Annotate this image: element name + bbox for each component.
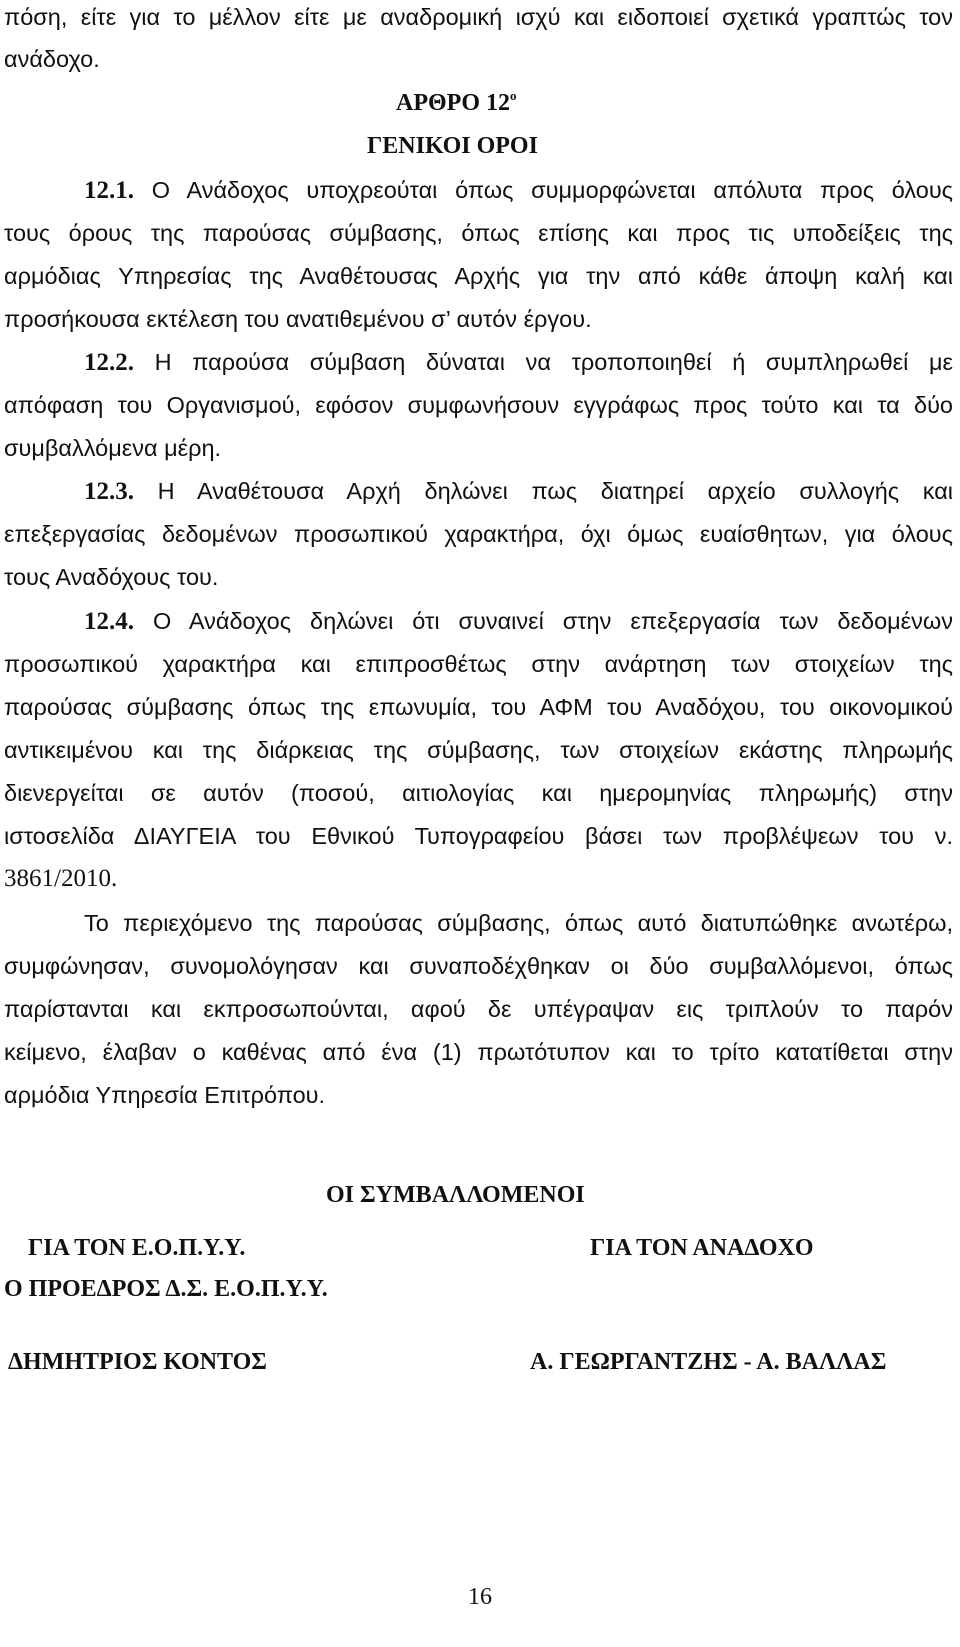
closing-line: Το περιεχόμενο της παρούσας σύμβασης, όπως αυτό διατυπώθηκε ανωτέρω,: [84, 910, 953, 936]
clause-12-4-line: προσωπικού χαρακτήρα και επιπροσθέτως στην ανάρτηση των στοιχείων της: [4, 651, 953, 677]
clause-12-2-line: [84, 347, 953, 378]
left-party-org: ΓΙΑ ΤΟΝ Ε.Ο.Π.Υ.Υ.: [28, 1235, 246, 1261]
right-party-org: ΓΙΑ ΤΟΝ ΑΝΑΔΟΧΟ: [590, 1235, 814, 1261]
clause-number: 12.3.: [84, 478, 134, 505]
clause-12-4-line: ιστοσελίδα ΔΙΑΥΓΕΙΑ του Εθνικού Τυπογραφείου βάσει των προβλέψεων του ν.: [4, 823, 953, 849]
clause-12-3-line: τους Αναδόχους του.: [4, 564, 219, 590]
clause-12-2-line: συμβαλλόμενα μέρη.: [4, 435, 222, 461]
intro-line: πόση, είτε για το μέλλον είτε με αναδρομική ισχύ και ειδοποιεί σχετικά γραπτώς τον: [4, 4, 953, 30]
clause-12-1-line: προσήκουσα εκτέλεση του ανατιθεμένου σ’ αυτόν έργου.: [4, 306, 592, 332]
signatures-heading: ΟΙ ΣΥΜΒΑΛΛΟΜΕΝΟΙ: [326, 1182, 585, 1208]
article-subheading: ΓΕΝΙΚΟΙ ΟΡΟΙ: [367, 133, 538, 159]
clause-12-4-line: παρούσας σύμβασης όπως της επωνυμία, του ΑΦΜ του Αναδόχου, του οικονομικού: [4, 694, 953, 720]
closing-line: συμφώνησαν, συνομολόγησαν και συναποδέχθηκαν οι δύο συμβαλλόμενοι, όπως: [4, 953, 953, 979]
clause-text: Η Αναθέτουσα Αρχή δηλώνει πως διατηρεί αρχείο συλλογής και: [157, 478, 954, 504]
clause-12-3-line: επεξεργασίας δεδομένων προσωπικού χαρακτήρα, όχι όμως ευαίσθητων, για όλους: [4, 521, 953, 547]
clause-12-4-line: 3861/2010.: [4, 865, 118, 892]
clause-text: Ο Ανάδοχος δηλώνει ότι συναινεί στην επεξεργασία των δεδομένων: [152, 608, 953, 634]
clause-12-4-line: διενεργείται σε αυτόν (ποσού, αιτιολογίας και ημερομηνίας πληρωμής) στην: [4, 780, 953, 806]
closing-line: αρμόδια Υπηρεσία Επιτρόπου.: [4, 1082, 326, 1108]
clause-number: 12.4.: [84, 608, 134, 635]
clause-12-3-line: [84, 476, 953, 507]
clause-12-4-line: [84, 606, 953, 637]
page-number: 16: [468, 1584, 492, 1610]
article-heading-ordinal: ο: [510, 88, 517, 103]
article-heading: [396, 88, 517, 118]
closing-line: κείμενο, έλαβαν ο καθένας από ένα (1) πρωτότυπον και το τρίτο κατατίθεται στην: [4, 1039, 953, 1065]
clause-12-1-line: τους όρους της παρούσας σύμβασης, όπως επίσης και προς τις υποδείξεις της: [4, 220, 953, 246]
left-party-role: Ο ΠΡΟΕΔΡΟΣ Δ.Σ. Ε.Ο.Π.Υ.Υ.: [4, 1276, 328, 1302]
right-party-name: Α. ΓΕΩΡΓΑΝΤΖΗΣ - Α. ΒΑΛΛΑΣ: [530, 1349, 887, 1375]
clause-number: 12.1.: [84, 177, 134, 204]
clause-12-1-line: αρμόδιας Υπηρεσίας της Αναθέτουσας Αρχής για την από κάθε άποψη καλή και: [4, 263, 953, 289]
intro-line: ανάδοχο.: [4, 46, 100, 72]
clause-number: 12.2.: [84, 349, 134, 376]
left-party-name: ΔΗΜΗΤΡΙΟΣ ΚΟΝΤΟΣ: [8, 1349, 267, 1375]
clause-text: Η παρούσα σύμβαση δύναται να τροποποιηθεί ή συμπληρωθεί με: [154, 349, 953, 375]
clause-12-2-line: απόφαση του Οργανισμού, εφόσον συμφωνήσουν εγγράφως προς τούτο και τα δύο: [4, 392, 953, 418]
closing-line: παρίστανται και εκπροσωπούνται, αφού δε υπέγραψαν εις τριπλούν το παρόν: [4, 996, 953, 1022]
clause-text: Ο Ανάδοχος υποχρεούται όπως συμμορφώνεται απόλυτα προς όλους: [151, 177, 954, 203]
article-heading-text: ΑΡΘΡΟ 12: [396, 90, 510, 116]
clause-12-4-line: αντικειμένου και της διάρκειας της σύμβασης, των στοιχείων εκάστης πληρωμής: [4, 737, 953, 763]
clause-12-1-line: [84, 175, 953, 206]
